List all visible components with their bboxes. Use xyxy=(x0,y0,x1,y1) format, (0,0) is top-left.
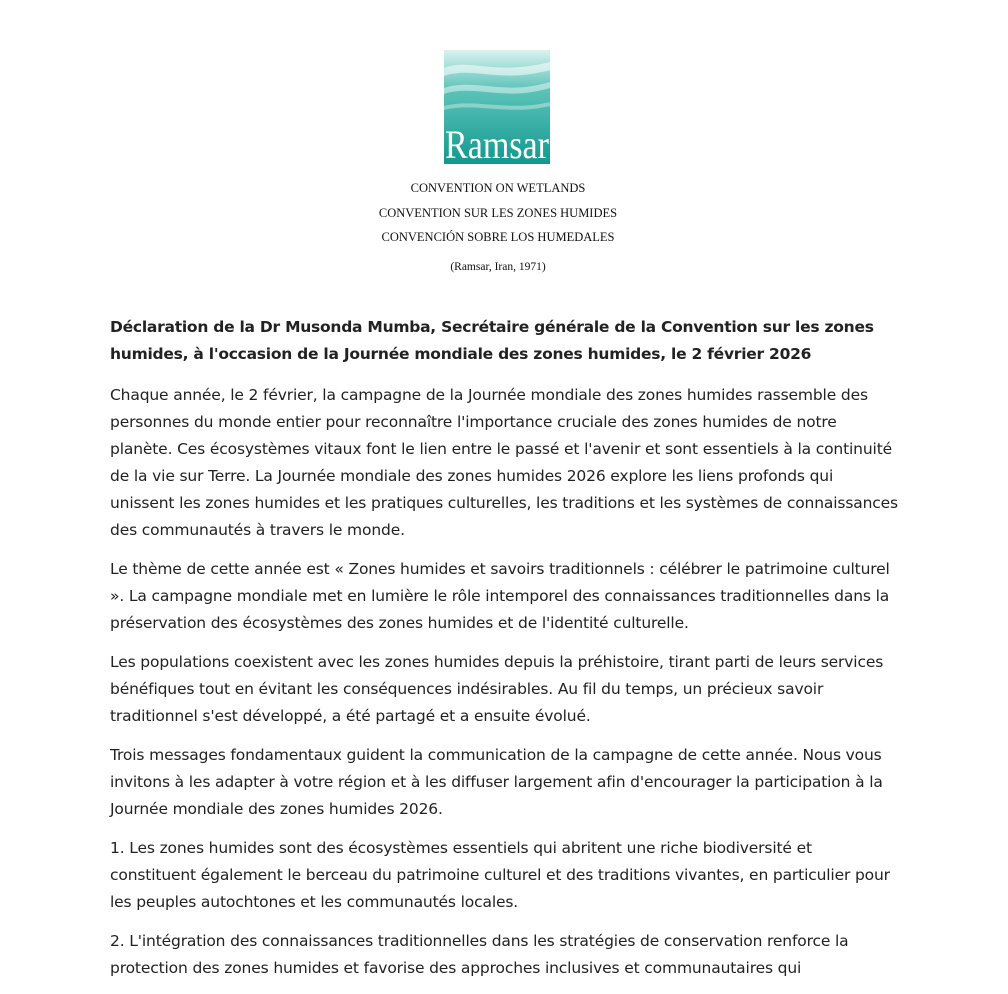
paragraph: Le thème de cette année est « Zones humides et savoirs traditionnels : célébrer le patrimoine culturel ». La campagne mondiale met en lumière le rôle intemporel des connaissances traditionnelles dans la préservation des écosystèmes des zones humides et de l'identité culturelle. xyxy=(110,560,890,632)
convention-name-en: CONVENTION ON WETLANDS xyxy=(410,181,586,195)
paragraph: 2. L'intégration des connaissances traditionnelles dans les stratégies de conservation renforce la protection des zones humides et favorise des approches inclusives et communautaires qui xyxy=(110,932,849,977)
convention-name-fr: CONVENTION SUR LES ZONES HUMIDES xyxy=(378,205,618,220)
document-body xyxy=(110,314,900,994)
paragraph: Trois messages fondamentaux guident la communication de la campagne de cette année. Nous vous invitons à les adapter à votre région et à les diffuser largement afin d'encourager la participation à la Journée mondiale des zones humides 2026. xyxy=(110,746,883,818)
logo-wordmark: Ramsar xyxy=(445,122,549,167)
convention-place-date: (Ramsar, Iran, 1971) xyxy=(450,261,546,273)
paragraph: 1. Les zones humides sont des écosystèmes essentiels qui abritent une riche biodiversité et constituent également le berceau du patrimoine culturel et des traditions vivantes, en particulier pour les peuples autochtones et les communautés locales. xyxy=(110,839,890,911)
ramsar-logo-graphic xyxy=(444,50,550,167)
paragraph: Chaque année, le 2 février, la campagne de la Journée mondiale des zones humides rassemble des personnes du monde entier pour reconnaître l'importance cruciale des zones humides de notre planète. Ces écosystèmes vitaux font le lien entre le passé et l'avenir et sont essentiels à la continuité de la vie sur Terre. La Journée mondiale des zones humides 2026 explore les liens profonds qui unissent les zones humides et les pratiques culturelles, les traditions et les systèmes de connaissances des communautés à travers le monde. xyxy=(110,386,898,539)
convention-name-es: CONVENCIÓN SOBRE LOS HUMEDALES xyxy=(381,230,615,244)
ramsar-logo xyxy=(444,50,550,167)
convention-names xyxy=(0,176,996,250)
declaration-heading: Déclaration de la Dr Musonda Mumba, Secrétaire générale de la Convention sur les zones humides, à l'occasion de la Journée mondiale des zones humides, le 2 février 2026 xyxy=(110,318,874,363)
paragraph: Les populations coexistent avec les zones humides depuis la préhistoire, tirant parti de leurs services bénéfiques tout en évitant les conséquences indésirables. Au fil du temps, un précieux savoir traditionnel s'est développé, a été partagé et a ensuite évolué. xyxy=(110,653,884,725)
